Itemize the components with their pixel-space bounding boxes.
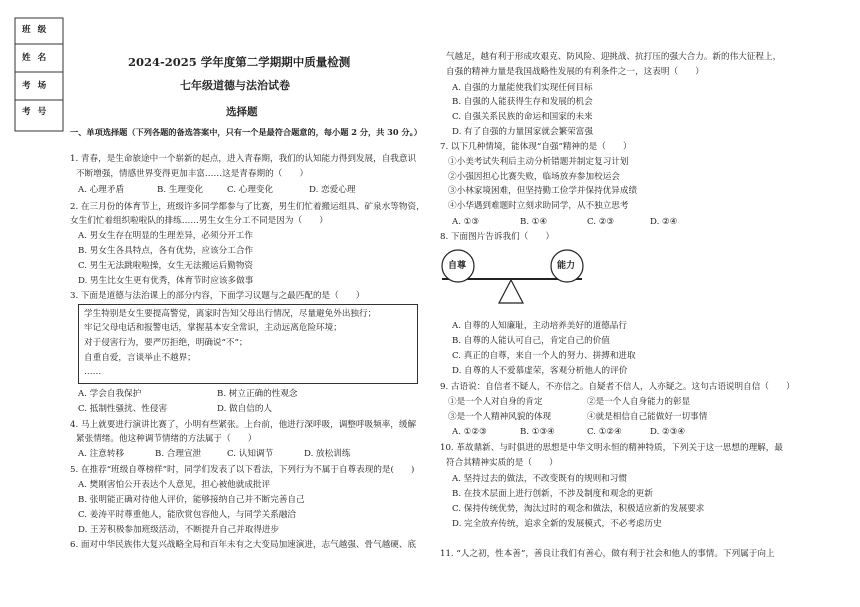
info-table-lines xyxy=(0,0,70,140)
scale-left-label: 自尊 xyxy=(448,261,467,271)
q9-item-2: ②是一个人自身能力的彰显 xyxy=(587,397,691,407)
q5-stem: 5. 在推荐“班级自尊榜样”时，同学们发表了以下看法，下列行为不属于自尊表现的是( ) xyxy=(70,465,415,475)
q4-line1: 4. 马上就要进行演讲比赛了，小明有些紧张。上台前，他进行深呼吸，调整呼吸频率，缓解 xyxy=(70,420,417,430)
q1-line2: 不断增强，情感世界变得更加丰富……这是青春期的（ ） xyxy=(76,169,309,179)
q9-item-3: ③是一个人精神风貌的体现 xyxy=(448,412,552,422)
q6-opt-a: A. 自强的力量能使我们实现任何目标 xyxy=(452,83,593,93)
q10-opt-b: B. 在技术层面上进行创新，不涉及制度和观念的更新 xyxy=(452,489,653,499)
q3-opt-b: B. 树立正确的性观念 xyxy=(217,389,298,399)
q7-item-1: ①小美考试失利后主动分析错题并制定复习计划 xyxy=(448,157,629,167)
q4-opt-d: D. 放松训练 xyxy=(304,449,351,459)
exam-subject: 七年级道德与法治试卷 xyxy=(180,79,290,92)
exam-title: 2024-2025 学年度第二学期期中质量检测 xyxy=(128,55,351,69)
q4-line2: 紧张情绪。他这种调节情绪的方法属于（ ） xyxy=(76,434,257,444)
q5-opt-d: D. 王芳积极参加班级活动，不断提升自己并取得进步 xyxy=(78,525,280,535)
q9-item-1: ①是一个人对自身的肯定 xyxy=(448,397,543,407)
info-label-name: 姓 名 xyxy=(22,53,49,63)
q8-stem: 8. 下面图片告诉我们（ ） xyxy=(440,232,555,242)
q2-opt-d: D. 男生比女生更有优秀，体育节时应该多做事 xyxy=(78,276,254,286)
q3-opt-d: D. 做自信的人 xyxy=(217,404,273,414)
q8-opt-c: C. 真正的自尊，来自一个人的努力、拼搏和进取 xyxy=(452,351,636,361)
q10-line2: 符合其精神实质的是（ ） xyxy=(446,458,558,468)
section-title: 选择题 xyxy=(226,106,258,118)
q3-box-line5: …… xyxy=(84,367,102,377)
info-label-room: 考 场 xyxy=(22,81,49,91)
info-label-number: 考 号 xyxy=(22,107,49,117)
q1-opt-c: C. 心理变化 xyxy=(227,185,274,195)
q9-stem: 9. 古语说：自信者不疑人，不亦信之。自疑者不信人，人亦疑之。这句古语说明自信（ ） xyxy=(440,382,795,392)
q10-line1: 10. 革故鼎新、与时俱进的思想是中华文明永恒的精神特质，下列关于这一思想的理解，最 xyxy=(440,443,783,453)
q8-opt-d: D. 自尊的人不爱慕虚荣，客观分析他人的评价 xyxy=(452,366,628,376)
q7-item-4: ④小华遇到难题时立刻求助同学，从不独立思考 xyxy=(448,201,629,211)
q4-opt-a: A. 注意转移 xyxy=(78,449,125,459)
q10-opt-c: C. 保持传统优势，淘汰过时的观念和做法，积极适应新的发展要求 xyxy=(452,504,705,514)
q8-opt-b: B. 自尊的人能认可自己，肯定自己的价值 xyxy=(452,336,610,346)
q9-opt-c: C. ①②④ xyxy=(587,427,622,437)
q1-opt-a: A. 心理矛盾 xyxy=(78,185,125,195)
q3-box-line1: 学生特别是女生要提高警觉，离家时告知父母出行情况，尽量避免外出独行； xyxy=(84,309,377,319)
q8-opt-a: A. 自尊的人知廉耻，主动培养美好的道德品行 xyxy=(452,321,627,331)
q7-opt-a: A. ①③ xyxy=(452,217,480,227)
q11-line1: 11. “人之初，性本善”，善良让我们有善心，做有利于社会和他人的事情。下列属于向上 xyxy=(440,549,775,559)
q1-opt-d: D. 恋爱心理 xyxy=(309,185,356,195)
q5-opt-c: C. 姜涛平时尊重他人，能欣赏包容他人，与同学关系融洽 xyxy=(78,510,296,520)
q3-opt-a: A. 学会自我保护 xyxy=(78,389,142,399)
q9-opt-b: B. ①③④ xyxy=(520,427,555,437)
q6-line2: 气越足，越有利于形成攻艰克、防风险、迎挑战、抗打压的强大合力。新的伟大征程上， xyxy=(446,52,782,62)
q3-stem: 3. 下面是道德与法治课上的部分内容，下面学习议题与之最匹配的是（ ） xyxy=(70,291,365,301)
q2-line2: 女生们忙着组织啦啦队的排练……男生女生分工不同是因为（ ） xyxy=(70,216,328,226)
q6-opt-c: C. 自强关系民族的命运和国家的未来 xyxy=(452,112,593,122)
q7-item-2: ②小强因担心比赛失败，临场放弃参加校运会 xyxy=(448,172,620,182)
q4-opt-c: C. 认知调节 xyxy=(227,449,274,459)
q3-box-line4: 自重自爱，言谈举止不越界； xyxy=(84,353,196,363)
q5-opt-b: B. 张明能正确对待他人评价，能够接纳自己并不断完善自己 xyxy=(78,495,305,505)
q2-opt-c: C. 男生无法跳啦啦操，女生无法搬运后勤物资 xyxy=(78,261,254,271)
q3-box-line3: 对于侵害行为，要严厉拒绝，明确说“不”； xyxy=(84,338,248,348)
q1-opt-b: B. 生理变化 xyxy=(157,185,204,195)
q7-opt-b: B. ①④ xyxy=(520,217,548,227)
q2-line1: 2. 在三月份的体育节上，班级许多同学都参与了比赛，男生们忙着搬运组具、矿泉水等物资， xyxy=(70,202,425,212)
q10-opt-a: A. 坚持过去的做法，不改变既有的规则和习惯 xyxy=(452,474,627,484)
q7-opt-d: D. ②④ xyxy=(650,217,678,227)
q4-opt-b: B. 合理宣泄 xyxy=(155,449,202,459)
q10-opt-d: D. 完全放弃传统，追求全新的发展模式，不必考虑历史 xyxy=(452,519,662,529)
info-label-class: 班 级 xyxy=(22,25,49,35)
q7-opt-c: C. ②③ xyxy=(587,217,615,227)
q9-item-4: ④就是相信自己能做好一切事情 xyxy=(587,412,708,422)
instruction: 一、单项选择题（下列各题的备选答案中，只有一个是最符合题意的，每小题 2 分，共 30 分。） xyxy=(70,127,422,137)
scale-right-label: 能力 xyxy=(557,261,576,271)
q9-opt-d: D. ②③④ xyxy=(650,427,686,437)
q1-line1: 1. 青春，是生命旅途中一个崭新的起点，进入青春期，我们的认知能力得到发展，自我意识 xyxy=(70,154,417,164)
q6-line3: 自强的精神力量是我国战略性发展的有利条件之一，这表明（ ） xyxy=(446,67,704,77)
q6-opt-b: B. 自强的人能获得生存和发展的机会 xyxy=(452,97,593,107)
q2-opt-a: A. 男女生存在明显的生理差异，必须分开工作 xyxy=(78,231,253,241)
q3-box-line2: 牢记父母电话和报警电话，掌握基本安全常识，主动远离危险环境； xyxy=(84,323,342,333)
q9-opt-a: A. ①②③ xyxy=(452,427,487,437)
q5-opt-a: A. 樊刚害怕公开表达个人意见，担心被他就成批评 xyxy=(78,480,271,490)
q7-item-3: ③小林家境困难，但坚持勤工俭学并保持优异成绩 xyxy=(448,186,638,196)
balance-scale-figure xyxy=(436,245,596,307)
q2-opt-b: B. 男女生各具特点，各有优势，应该分工合作 xyxy=(78,246,254,256)
q6-opt-d: D. 有了自强的力量国家就会繁荣富强 xyxy=(452,127,593,137)
q6-line1: 6. 面对中华民族伟大复兴战略全局和百年未有之大变局加速演进，志气越强、骨气越硬、底 xyxy=(70,540,417,550)
q3-opt-c: C. 抵制性骚扰、性侵害 xyxy=(78,404,168,414)
q7-stem: 7. 以下几种情境，能体现“自强”精神的是（ ） xyxy=(440,142,632,152)
